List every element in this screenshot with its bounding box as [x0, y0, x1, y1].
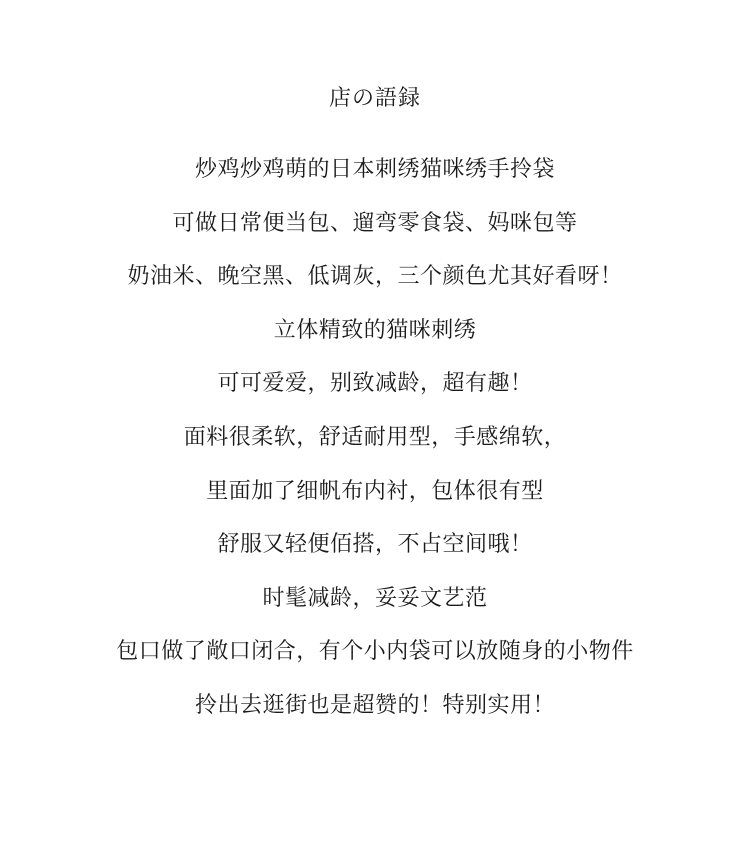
description-line: 舒服又轻便佰搭，不占空间哦！	[217, 532, 533, 558]
description-line: 里面加了细帆布内衬，包体很有型	[206, 478, 544, 504]
description-line: 拎出去逛街也是超赞的！特别实用！	[194, 692, 555, 718]
description-line: 时髦减龄，妥妥文艺范	[262, 585, 488, 611]
description-line: 奶油米、晚空黑、低调灰，三个颜色尤其好看呀！	[127, 264, 623, 290]
page-title: 店の語録	[328, 86, 421, 111]
description-line: 面料很柔软，舒适耐用型，手感绵软，	[183, 424, 567, 450]
description-line: 可可爱爱，别致减龄，超有趣！	[217, 371, 533, 397]
description-line: 可做日常便当包、遛弯零食袋、妈咪包等	[172, 210, 578, 236]
description-lines	[0, 155, 750, 745]
description-line: 炒鸡炒鸡萌的日本刺绣猫咪绣手拎袋	[194, 157, 555, 182]
description-line: 包口做了敞口闭合，有个小内袋可以放随身的小物件	[116, 639, 634, 665]
description-line: 立体精致的猫咪刺绣	[273, 317, 477, 343]
